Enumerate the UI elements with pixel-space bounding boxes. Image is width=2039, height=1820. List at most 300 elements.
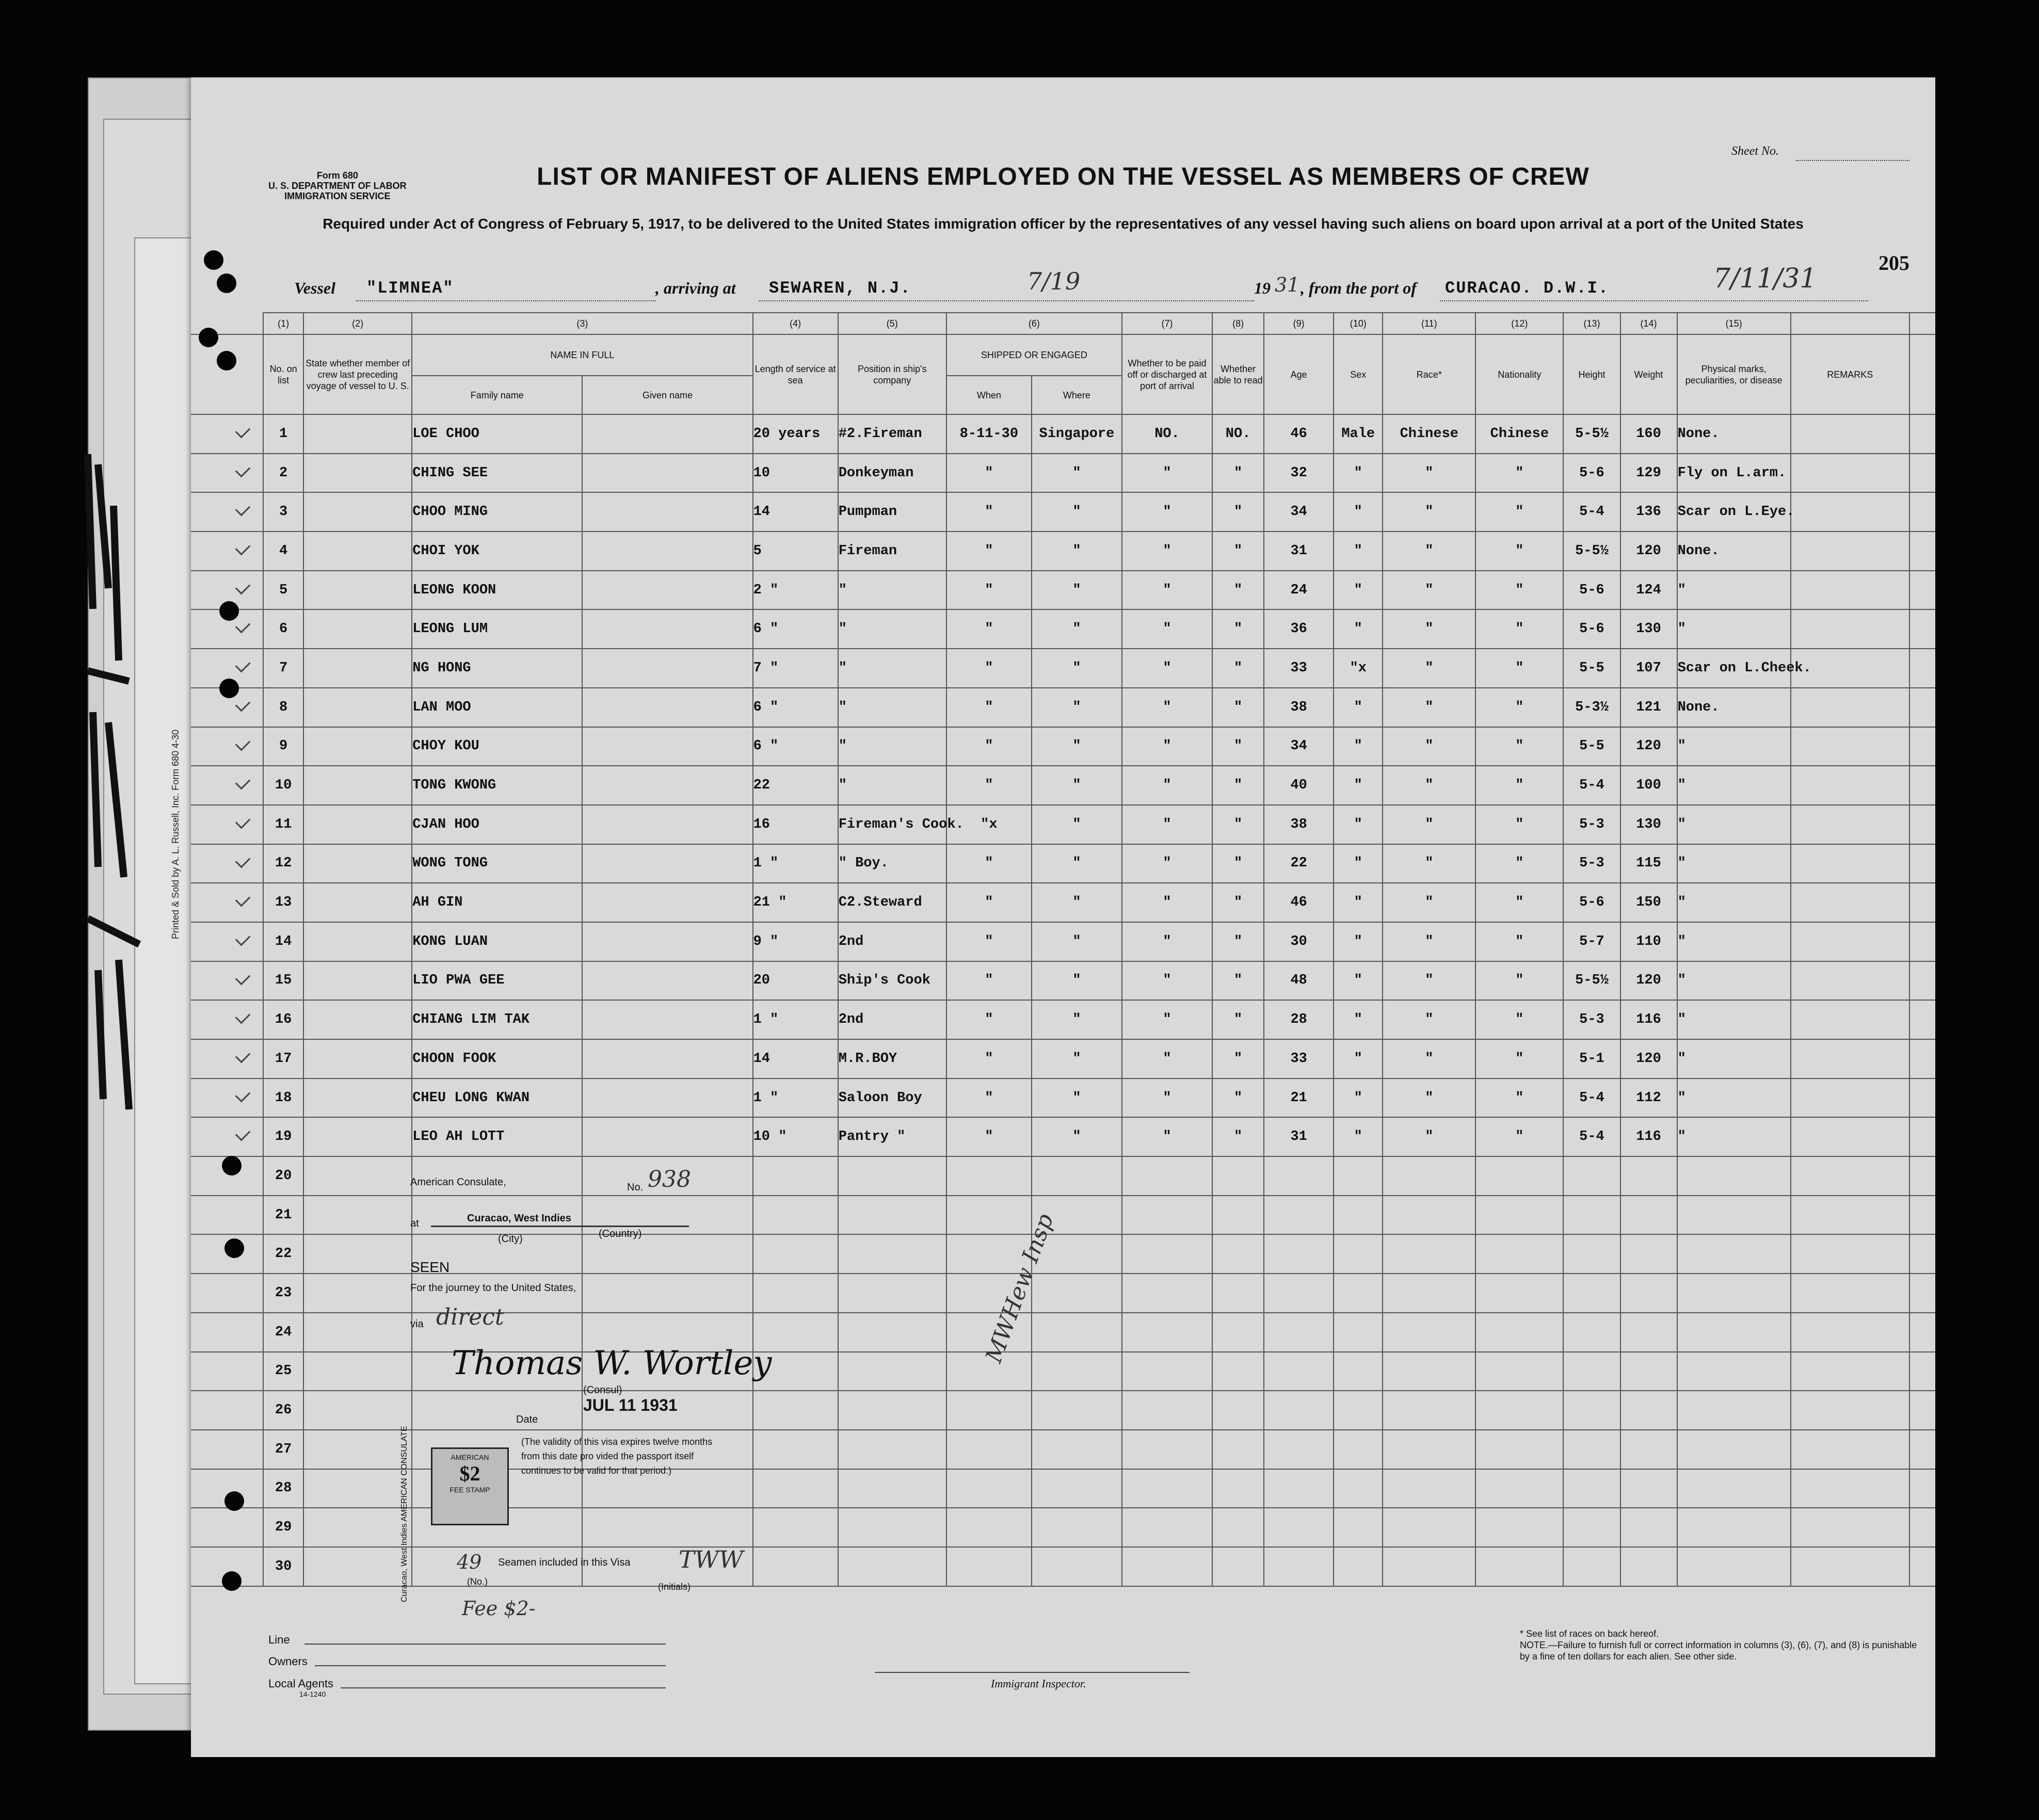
physical-marks: None. (1677, 688, 1791, 727)
paid-off: " (1122, 1078, 1212, 1118)
race (1383, 1196, 1475, 1235)
race: " (1383, 649, 1475, 688)
race: " (1383, 1078, 1475, 1118)
shipped-when: " (946, 531, 1032, 571)
check-margin (191, 492, 263, 531)
shipped-where: " (1032, 883, 1122, 922)
given-name (582, 727, 752, 766)
paid-off: " (1122, 961, 1212, 1001)
able-to-read: " (1212, 609, 1264, 649)
fee-stamp-bottom: FEE STAMP (449, 1486, 490, 1494)
table-row (191, 688, 1935, 727)
sex (1334, 1547, 1383, 1586)
state-cell (303, 766, 412, 805)
nationality: " (1475, 609, 1563, 649)
shipped-where (1032, 1547, 1122, 1586)
given-name (582, 844, 752, 883)
shipped-where: " (1032, 1000, 1122, 1039)
row-number: 6 (263, 609, 303, 649)
weight: 150 (1620, 883, 1677, 922)
col-num-8: (8) (1212, 313, 1264, 334)
family-name: LEONG KOON (412, 571, 582, 610)
check-margin (191, 844, 263, 883)
initials-value: TWW (679, 1545, 744, 1573)
age: 30 (1264, 922, 1334, 961)
row-number: 23 (263, 1274, 303, 1313)
age: 33 (1264, 1039, 1334, 1078)
able-to-read (1212, 1391, 1264, 1430)
height: 5-5½ (1563, 414, 1620, 454)
paid-off: " (1122, 1117, 1212, 1156)
shipped-when: " (946, 609, 1032, 649)
header-when: When (946, 376, 1032, 414)
race (1383, 1234, 1475, 1274)
height (1563, 1391, 1620, 1430)
state-cell (303, 414, 412, 454)
state-cell (303, 805, 412, 844)
nationality (1475, 1196, 1563, 1235)
check-margin (191, 1117, 263, 1156)
check-margin (191, 1313, 263, 1352)
weight: 120 (1620, 961, 1677, 1001)
sex (1334, 1352, 1383, 1391)
remarks (1791, 1039, 1909, 1078)
remarks (1791, 805, 1909, 844)
check-margin (191, 1196, 263, 1235)
blank-cell (1909, 922, 1935, 961)
paid-off (1122, 1234, 1212, 1274)
blank-cell (1909, 609, 1935, 649)
col-num-14: (14) (1620, 313, 1677, 334)
shipped-where: " (1032, 961, 1122, 1001)
penalty-note: NOTE.—Failure to furnish full or correct information in columns (3), (6), (7), and (8) is punishable by a fine of ten dollars for each alien. See other side. (1520, 1640, 1917, 1662)
nationality (1475, 1352, 1563, 1391)
shipped-where: " (1032, 649, 1122, 688)
check-margin (191, 961, 263, 1001)
nationality: " (1475, 883, 1563, 922)
height: 5-3½ (1563, 688, 1620, 727)
via-value: direct (436, 1304, 504, 1330)
departure-date-handwritten: 7/11/31 (1713, 263, 1817, 294)
sex: " (1334, 1078, 1383, 1118)
header-weight: Weight (1620, 334, 1677, 414)
table-row (191, 805, 1935, 844)
race (1383, 1469, 1475, 1508)
length-of-service: 6 " (753, 688, 838, 727)
family-name: LOE CHOO (412, 414, 582, 454)
shipped-where (1032, 1391, 1122, 1430)
remarks (1791, 922, 1909, 961)
checkmark (235, 657, 251, 673)
vessel-name: "LIMNEA" (366, 279, 454, 298)
height: 5-3 (1563, 805, 1620, 844)
punch-hole (217, 273, 236, 293)
journey-label: For the journey to the United States, (410, 1282, 576, 1294)
blank-cell (1909, 1508, 1935, 1547)
check-margin (191, 922, 263, 961)
checkmark (235, 1009, 251, 1024)
weight: 120 (1620, 727, 1677, 766)
height (1563, 1274, 1620, 1313)
col-num-13: (13) (1563, 313, 1620, 334)
state-cell (303, 1117, 412, 1156)
remarks (1791, 1000, 1909, 1039)
given-name (582, 805, 752, 844)
punch-hole (222, 1571, 242, 1591)
position: Fireman (838, 531, 946, 571)
shipped-when: " (946, 922, 1032, 961)
able-to-read: " (1212, 766, 1264, 805)
remarks (1791, 1196, 1909, 1235)
nationality: " (1475, 1117, 1563, 1156)
year-prefix: 19 (1254, 279, 1271, 297)
col-num-6: (6) (946, 313, 1122, 334)
blank-cell (1909, 531, 1935, 571)
weight: 100 (1620, 766, 1677, 805)
able-to-read: " (1212, 688, 1264, 727)
col-num-11: (11) (1383, 313, 1475, 334)
table-row (191, 492, 1935, 531)
age (1264, 1430, 1334, 1469)
position: " (838, 766, 946, 805)
remarks (1791, 1352, 1909, 1391)
shipped-where (1032, 1352, 1122, 1391)
row-number: 29 (263, 1508, 303, 1547)
blank-cell (1909, 1156, 1935, 1196)
row-number: 5 (263, 571, 303, 610)
paid-off: NO. (1122, 414, 1212, 454)
shipped-where (1032, 1313, 1122, 1352)
height: 5-4 (1563, 1117, 1620, 1156)
nationality: " (1475, 1000, 1563, 1039)
race: " (1383, 531, 1475, 571)
physical-marks: " (1677, 727, 1791, 766)
able-to-read: " (1212, 844, 1264, 883)
header-given-name: Given name (582, 376, 752, 414)
position: Fireman's Cook. (838, 805, 946, 844)
table-row (191, 1039, 1935, 1078)
blank-cell (1909, 688, 1935, 727)
vessel-name-line (356, 300, 655, 301)
able-to-read: " (1212, 1000, 1264, 1039)
able-to-read: " (1212, 922, 1264, 961)
checkmark (235, 1087, 251, 1102)
height: 5-3 (1563, 844, 1620, 883)
paid-off (1122, 1352, 1212, 1391)
race (1383, 1352, 1475, 1391)
race: " (1383, 454, 1475, 493)
given-name (582, 883, 752, 922)
local-agents-field (341, 1687, 666, 1688)
state-cell (303, 1000, 412, 1039)
position: " Boy. (838, 844, 946, 883)
blank-cell (1909, 1547, 1935, 1586)
sex: " (1334, 1117, 1383, 1156)
shipped-when: " (946, 883, 1032, 922)
race: " (1383, 805, 1475, 844)
weight: 116 (1620, 1117, 1677, 1156)
row-number: 9 (263, 727, 303, 766)
table-row (191, 1000, 1935, 1039)
shipped-where (1032, 1430, 1122, 1469)
paid-off: " (1122, 1000, 1212, 1039)
weight (1620, 1156, 1677, 1196)
row-number: 28 (263, 1469, 303, 1508)
fee-stamp-value: $2 (459, 1462, 480, 1485)
weight (1620, 1508, 1677, 1547)
row-number: 30 (263, 1547, 303, 1586)
height (1563, 1234, 1620, 1274)
length-of-service: 22 (753, 766, 838, 805)
paid-off (1122, 1391, 1212, 1430)
sex (1334, 1196, 1383, 1235)
paid-off: " (1122, 688, 1212, 727)
table-row (191, 1078, 1935, 1118)
age (1264, 1313, 1334, 1352)
sheet-number-line (1796, 160, 1909, 161)
race: " (1383, 922, 1475, 961)
header-row-1 (191, 334, 1935, 376)
shipped-when (946, 1391, 1032, 1430)
row-number: 15 (263, 961, 303, 1001)
length-of-service: 9 " (753, 922, 838, 961)
able-to-read: " (1212, 961, 1264, 1001)
length-of-service: 10 (753, 454, 838, 493)
shipped-where: " (1032, 454, 1122, 493)
race: " (1383, 883, 1475, 922)
family-name: AH GIN (412, 883, 582, 922)
race: " (1383, 1000, 1475, 1039)
paid-off (1122, 1156, 1212, 1196)
weight (1620, 1313, 1677, 1352)
state-cell (303, 1039, 412, 1078)
given-name (582, 766, 752, 805)
physical-marks (1677, 1274, 1791, 1313)
col-num-9: (9) (1264, 313, 1334, 334)
header-sex: Sex (1334, 334, 1383, 414)
table-row (191, 609, 1935, 649)
state-cell (303, 492, 412, 531)
blank-cell (1909, 1274, 1935, 1313)
row-number: 13 (263, 883, 303, 922)
remarks (1791, 609, 1909, 649)
shipped-when: 8-11-30 (946, 414, 1032, 454)
able-to-read: " (1212, 727, 1264, 766)
check-margin (191, 766, 263, 805)
punch-hole (204, 250, 223, 270)
given-name (582, 961, 752, 1001)
check-margin (191, 1000, 263, 1039)
shipped-where: " (1032, 609, 1122, 649)
height (1563, 1313, 1620, 1352)
length-of-service: 20 (753, 961, 838, 1001)
position: Ship's Cook (838, 961, 946, 1001)
blank-cell (1909, 454, 1935, 493)
family-name: KONG LUAN (412, 922, 582, 961)
printer-credit: Printed & Sold by A. L. Russell, Inc. Form 680 4-30 (170, 729, 181, 939)
seamen-label: Seamen included in this Visa (498, 1557, 631, 1568)
height: 5-6 (1563, 609, 1620, 649)
weight: 116 (1620, 1000, 1677, 1039)
row-number: 2 (263, 454, 303, 493)
year-handwritten: 31 (1275, 273, 1300, 296)
shipped-where: " (1032, 766, 1122, 805)
blank-cell (1909, 1430, 1935, 1469)
weight: 121 (1620, 688, 1677, 727)
table-row (191, 727, 1935, 766)
able-to-read (1212, 1234, 1264, 1274)
blank-cell (1909, 1000, 1935, 1039)
arrival-port: SEWAREN, N.J. (769, 279, 911, 298)
paid-off: " (1122, 883, 1212, 922)
page-title: LIST OR MANIFEST OF ALIENS EMPLOYED ON THE VESSEL AS MEMBERS OF CREW (537, 163, 1590, 190)
checkmark (235, 970, 251, 985)
punch-hole (219, 601, 239, 621)
state-cell (303, 688, 412, 727)
race: " (1383, 961, 1475, 1001)
able-to-read (1212, 1508, 1264, 1547)
weight: 136 (1620, 492, 1677, 531)
paid-off (1122, 1469, 1212, 1508)
sex: " (1334, 922, 1383, 961)
shipped-when: " (946, 1000, 1032, 1039)
state-cell (303, 1234, 412, 1274)
position: " (838, 649, 946, 688)
able-to-read: " (1212, 883, 1264, 922)
checkmark (235, 696, 251, 712)
row-number: 8 (263, 688, 303, 727)
length-of-service: 6 " (753, 727, 838, 766)
vessel-line (294, 263, 1884, 304)
checkmark (235, 1126, 251, 1141)
sex: " (1334, 492, 1383, 531)
paid-off (1122, 1274, 1212, 1313)
sex (1334, 1156, 1383, 1196)
check-margin (191, 1352, 263, 1391)
position: Pantry " (838, 1117, 946, 1156)
nationality: " (1475, 571, 1563, 610)
physical-marks: Scar on L.Cheek. (1677, 649, 1791, 688)
family-name: CHOO MING (412, 492, 582, 531)
shipped-when: " (946, 454, 1032, 493)
row-number: 17 (263, 1039, 303, 1078)
inspector-handwritten-note: MWHew Insp (981, 1210, 1059, 1366)
blank-cell (1909, 766, 1935, 805)
position: Donkeyman (838, 454, 946, 493)
weight (1620, 1391, 1677, 1430)
shipped-when: " (946, 492, 1032, 531)
given-name (582, 688, 752, 727)
physical-marks: " (1677, 805, 1791, 844)
physical-marks (1677, 1234, 1791, 1274)
shipped-where: " (1032, 1117, 1122, 1156)
header-no-on-list: No. on list (263, 334, 303, 414)
paid-off (1122, 1430, 1212, 1469)
fee-handwritten: Fee $2- (462, 1597, 536, 1620)
nationality (1475, 1508, 1563, 1547)
height (1563, 1156, 1620, 1196)
state-cell (303, 1078, 412, 1118)
age: 40 (1264, 766, 1334, 805)
nationality (1475, 1391, 1563, 1430)
shipped-where: " (1032, 571, 1122, 610)
sex: " (1334, 688, 1383, 727)
family-name: CHOY KOU (412, 727, 582, 766)
race (1383, 1313, 1475, 1352)
punch-hole (224, 1491, 244, 1511)
family-name: LEONG LUM (412, 609, 582, 649)
blank-cell (1909, 805, 1935, 844)
position: Saloon Boy (838, 1078, 946, 1118)
position: " (838, 688, 946, 727)
table-row (191, 766, 1935, 805)
checkmark (235, 423, 251, 439)
given-name (582, 414, 752, 454)
shipped-where (1032, 1156, 1122, 1196)
able-to-read (1212, 1196, 1264, 1235)
checkmark (235, 540, 251, 556)
family-name: TONG KWONG (412, 766, 582, 805)
height: 5-6 (1563, 883, 1620, 922)
header-where: Where (1032, 376, 1122, 414)
shipped-where: Singapore (1032, 414, 1122, 454)
row-number: 21 (263, 1196, 303, 1235)
shipped-when (946, 1430, 1032, 1469)
able-to-read: " (1212, 454, 1264, 493)
row-number: 11 (263, 805, 303, 844)
shipped-when (946, 1547, 1032, 1586)
blank-cell (1909, 961, 1935, 1001)
length-of-service: 1 " (753, 1000, 838, 1039)
physical-marks (1677, 1547, 1791, 1586)
height (1563, 1352, 1620, 1391)
check-margin (191, 414, 263, 454)
given-name (582, 1039, 752, 1078)
given-name (582, 571, 752, 610)
col-num-12: (12) (1475, 313, 1563, 334)
table-row (191, 414, 1935, 454)
length-of-service: 10 " (753, 1117, 838, 1156)
row-number: 20 (263, 1156, 303, 1196)
able-to-read: NO. (1212, 414, 1264, 454)
state-cell (303, 1469, 412, 1508)
physical-marks (1677, 1391, 1791, 1430)
arriving-label: , arriving at (655, 279, 736, 297)
remarks (1791, 844, 1909, 883)
sex (1334, 1469, 1383, 1508)
checkmark (235, 735, 251, 751)
header-state-whether: State whether member of crew last preceding voyage of vessel to U. S. (303, 334, 412, 414)
length-of-service: 1 " (753, 1078, 838, 1118)
length-of-service: 20 years (753, 414, 838, 454)
given-name (582, 1000, 752, 1039)
punch-hole (222, 1156, 242, 1175)
weight: 120 (1620, 531, 1677, 571)
col-num-2: (2) (303, 313, 412, 334)
physical-marks: " (1677, 1117, 1791, 1156)
age: 38 (1264, 805, 1334, 844)
blank-cell (1909, 1078, 1935, 1118)
position: " (838, 571, 946, 610)
shipped-when (946, 1156, 1032, 1196)
sex: " (1334, 609, 1383, 649)
age (1264, 1156, 1334, 1196)
able-to-read: " (1212, 531, 1264, 571)
header-family-name: Family name (412, 376, 582, 414)
race: Chinese (1383, 414, 1475, 454)
owners-label: Owners (268, 1655, 308, 1668)
age (1264, 1391, 1334, 1430)
